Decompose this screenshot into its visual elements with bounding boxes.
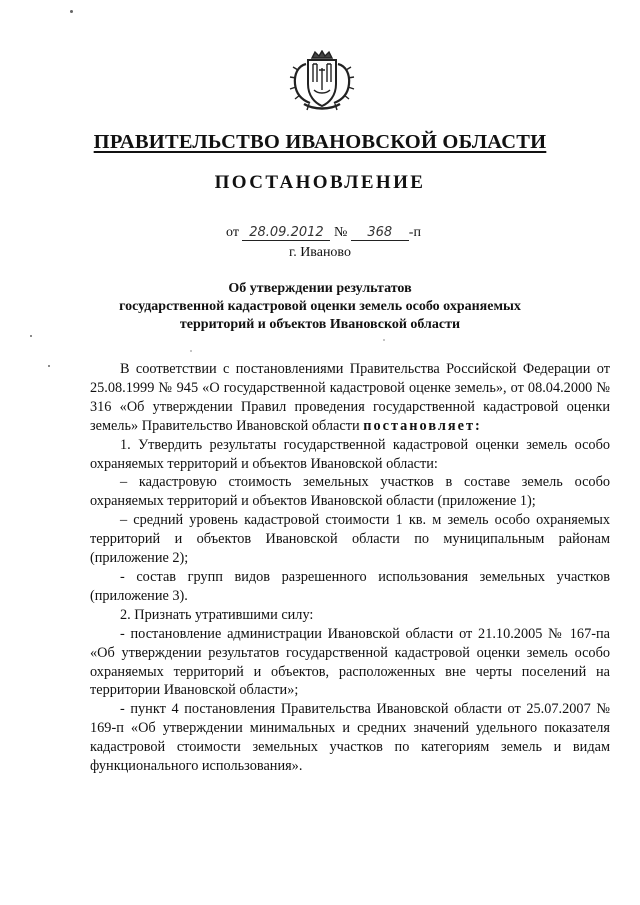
handwritten-date: 28.09.2012	[242, 225, 330, 241]
item-2-subitem: - постановление администрации Ивановской области от 21.10.2005 № 167-па «Об утверждении результатов государственной кадастровой оценки земель особо охраняемых территорий и объектов, расположенных вне черты поселений на территории Ивановской области»;	[90, 625, 610, 699]
document-type: ПОСТАНОВЛЕНИЕ	[214, 172, 426, 193]
item-1: 1. Утвердить результаты государственной кадастровой оценки земель особо охраняемых территорий и объектов Ивановской области:	[90, 436, 610, 472]
title-line: Об утверждении результатов	[228, 281, 412, 296]
number-suffix: -п	[408, 225, 421, 240]
government-name: ПРАВИТЕЛЬСТВО ИВАНОВСКОЙ ОБЛАСТИ	[93, 131, 547, 153]
item-2: 2. Признать утратившими силу:	[120, 606, 314, 623]
scan-speck	[383, 339, 385, 341]
city-name: г. Иваново	[289, 245, 351, 260]
scan-speck	[190, 350, 192, 352]
date-prefix: от	[226, 225, 239, 240]
item-1-subitem: – средний уровень кадастровой стоимости 1 кв. м земель особо охраняемых территорий и объектов Ивановской области по муниципальным районам (приложение 2);	[90, 512, 610, 567]
scan-speck	[48, 365, 50, 367]
intro-text: В соответствии с постановлениями Правительства Российской Федерации от 25.08.1999 № 945 «О государственной кадастровой оценке земель», от 08.04.2000 № 316 «Об утверждении Правил проведения государственной кадастровой оценки земель» Правительство Ивановской области	[90, 361, 610, 434]
item-1-subitem: - состав групп видов разрешенного использования земельных участков (приложение 3).	[90, 568, 610, 604]
coat-of-arms-emblem	[288, 50, 356, 112]
document-title	[80, 280, 560, 334]
scan-speck	[30, 335, 32, 337]
item-2-subitem: - пункт 4 постановления Правительства Ивановской области от 25.07.2007 № 169-п «Об утверждении минимальных и средних значений удельного показателя кадастровой стоимости земельных участков по категориям земель и видам функционального использования».	[90, 701, 610, 775]
date-number-line	[226, 225, 421, 241]
item-1-subitem: – кадастровую стоимость земельных участков в составе земель особо охраняемых территорий и объектов Ивановской области (приложение 1);	[90, 474, 610, 510]
scan-speck	[70, 10, 73, 13]
decree-word: постановляет:	[363, 417, 482, 434]
intro-paragraph	[90, 360, 610, 436]
number-sign: №	[333, 225, 348, 240]
document-body	[90, 360, 610, 776]
title-line: территорий и объектов Ивановской области	[179, 317, 461, 332]
handwritten-number: 368	[351, 225, 409, 241]
title-line: государственной кадастровой оценки земель особо охраняемых	[119, 299, 521, 314]
